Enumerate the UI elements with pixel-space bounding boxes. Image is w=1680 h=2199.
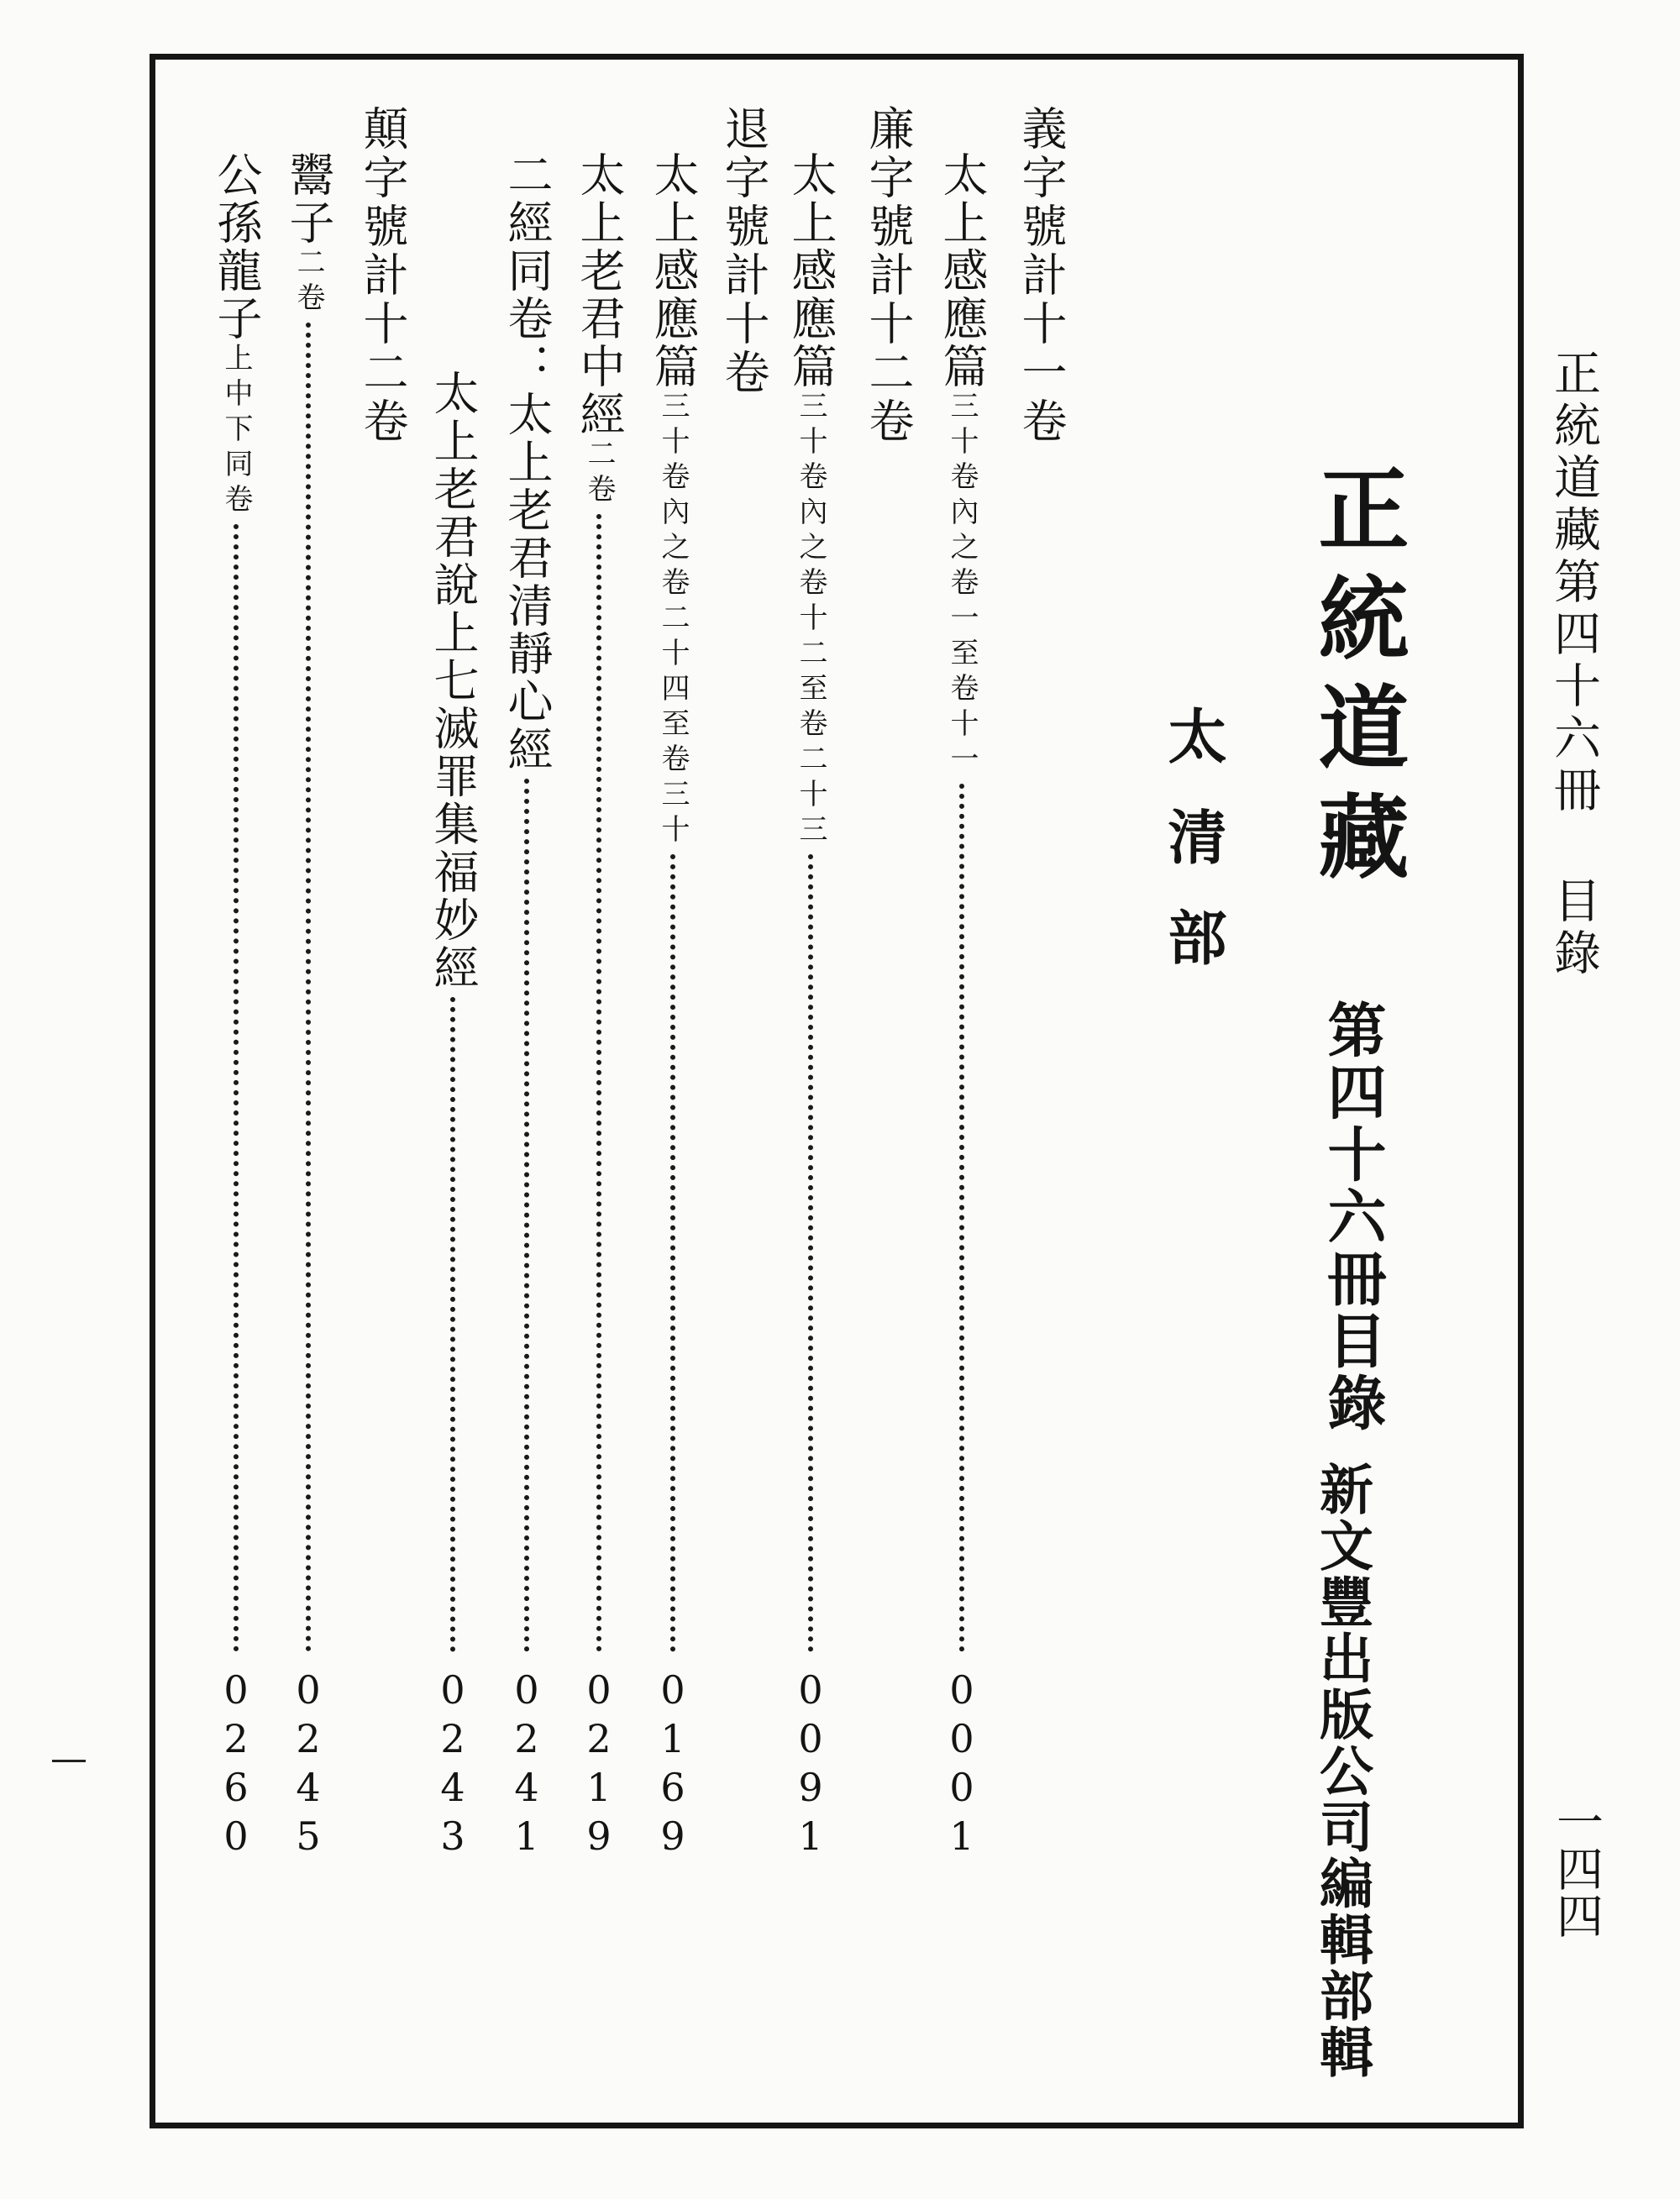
entry-note: 三十卷內之卷二十四至卷三十 (656, 391, 690, 849)
group-heading: 廉字號計十二卷 (862, 105, 915, 446)
toc-entry[interactable] (282, 151, 335, 1860)
toc-entry[interactable] (573, 151, 626, 1860)
entry-page-number: 0 2 1 9 (586, 1667, 612, 1859)
group-heading: 顛字號計十二卷 (356, 105, 409, 446)
leader-dots (306, 323, 311, 1652)
leader-dots (596, 514, 601, 1652)
entry-title: 公孫龍子 (210, 151, 263, 343)
leader-dots (808, 854, 813, 1652)
running-head-section: 目錄 (1546, 876, 1601, 980)
leader-dots (524, 779, 529, 1652)
entry-page-number: 0 0 9 1 (798, 1667, 823, 1859)
leader-dots (959, 784, 964, 1652)
section-heading: 太清部 (1158, 706, 1228, 1008)
toc-entry[interactable] (936, 151, 989, 1860)
entry-note: 二卷 (291, 247, 325, 318)
page-number: 一四四 (1549, 1798, 1604, 1939)
volume-subtitle: 第四十六冊目錄 (1318, 1000, 1388, 1435)
entry-page-number: 0 2 6 0 (223, 1667, 249, 1859)
group-heading: 義字號計十一卷 (1015, 105, 1068, 446)
toc-entry[interactable] (785, 151, 837, 1860)
entry-title: 太上老君中經 (573, 151, 626, 438)
toc-entry[interactable] (647, 151, 700, 1860)
editor-credit: 新文豐出版公司編輯部輯 (1310, 1462, 1373, 2081)
toc-entry[interactable] (501, 151, 554, 1860)
entry-note: 二卷 (582, 438, 616, 509)
entry-note: 三十卷內之卷一至卷十一 (945, 391, 979, 779)
page-title: 正統道藏 (1303, 462, 1409, 899)
entry-title: 太上感應篇 (785, 151, 837, 391)
entry-title: 二經同卷：太上老君清靜心經 (501, 151, 554, 774)
group-heading: 退字號計十卷 (717, 105, 770, 397)
entry-page-number: 0 1 6 9 (660, 1667, 685, 1859)
leader-dots (450, 997, 455, 1652)
leader-dots (670, 854, 675, 1652)
entry-page-number: 0 2 4 3 (440, 1667, 465, 1859)
entry-title: 鬻子 (282, 151, 335, 247)
entry-title: 太上老君說上七滅罪集福妙經 (427, 370, 480, 992)
entry-page-number: 0 2 4 1 (514, 1667, 539, 1859)
running-head-title: 正統道藏第四十六冊 (1546, 349, 1601, 817)
margin-mark (52, 1760, 86, 1762)
toc-entry[interactable] (427, 370, 480, 1860)
entry-note: 上中下同卷 (219, 343, 253, 519)
toc-entry[interactable] (210, 151, 263, 1860)
running-head (1546, 349, 1601, 980)
entry-title: 太上感應篇 (936, 151, 989, 391)
entry-page-number: 0 2 4 5 (296, 1667, 321, 1859)
entry-title: 太上感應篇 (647, 151, 700, 391)
entry-note: 三十卷內之卷十二至卷二十三 (794, 391, 827, 849)
entry-page-number: 0 0 0 1 (949, 1667, 974, 1859)
leader-dots (234, 524, 239, 1652)
